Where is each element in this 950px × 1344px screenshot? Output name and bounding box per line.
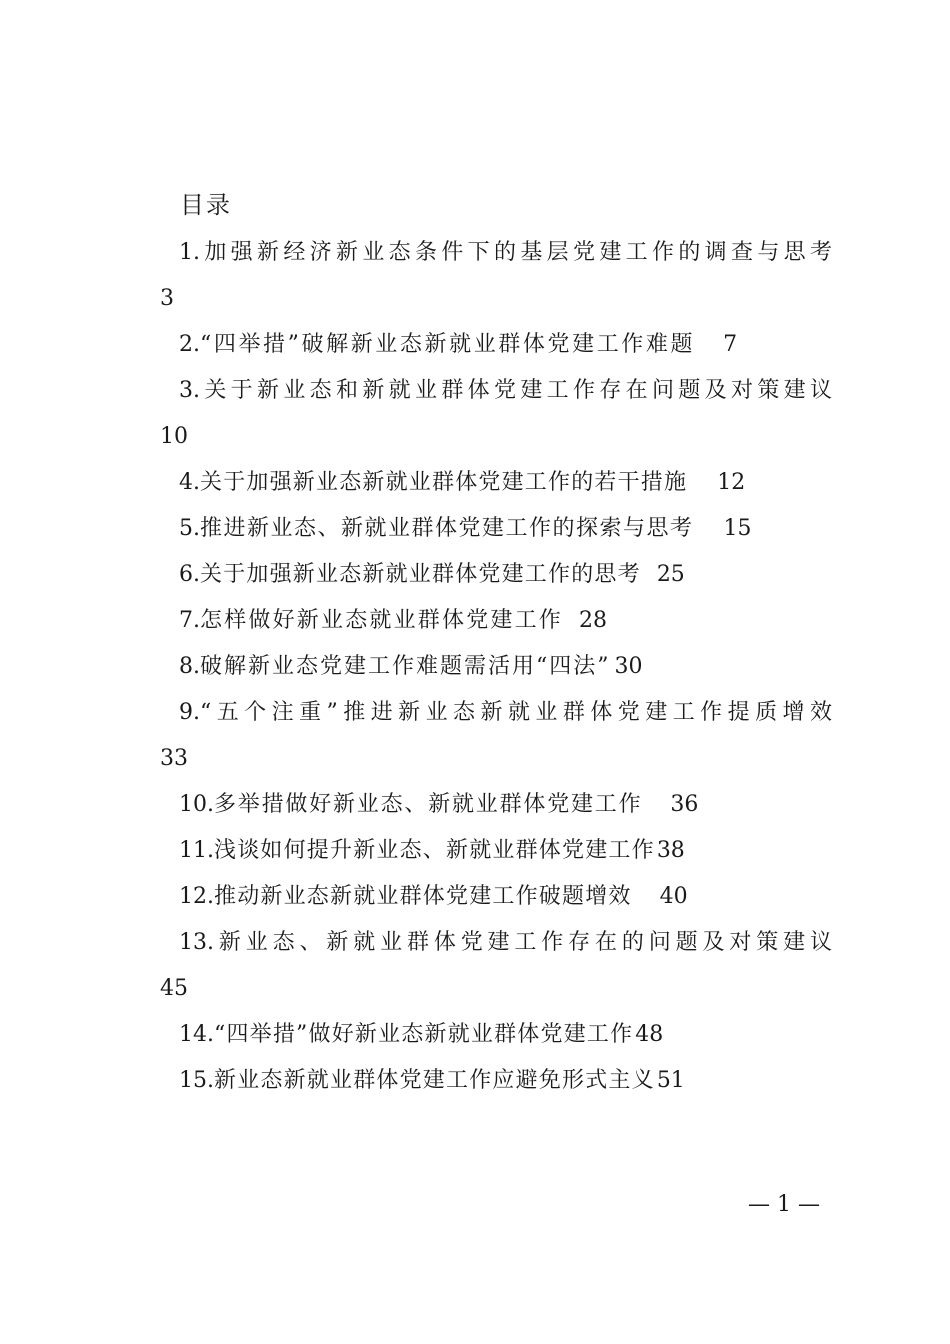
toc-entry-title: “五个注重”推进新业态新就业群体党建工作提质增效 bbox=[200, 700, 832, 725]
toc-entry-number: 14. bbox=[179, 1022, 214, 1047]
toc-entry-number: 3. bbox=[179, 378, 200, 403]
toc-entry-page: 25 bbox=[656, 562, 685, 587]
toc-entry-number: 4. bbox=[179, 470, 200, 495]
toc-entry-page: 7 bbox=[723, 332, 738, 357]
toc-entry-page: 40 bbox=[659, 884, 688, 909]
toc-entry-page: 30 bbox=[614, 654, 643, 679]
toc-entry-number: 6. bbox=[179, 562, 200, 587]
toc-entry-11[interactable] bbox=[160, 831, 832, 877]
toc-entry-title: 关于加强新业态新就业群体党建工作的思考 bbox=[200, 562, 641, 587]
toc-entry-4[interactable] bbox=[160, 463, 832, 509]
toc-entry-page: 12 bbox=[717, 470, 746, 495]
table-of-contents bbox=[160, 233, 832, 1107]
toc-entry-1[interactable] bbox=[160, 233, 832, 325]
toc-entry-page: 36 bbox=[670, 792, 699, 817]
toc-entry-title: 新业态新就业群体党建工作应避免形式主义 bbox=[214, 1068, 655, 1093]
toc-entry-page-line bbox=[160, 279, 832, 325]
toc-entry-title: 浅谈如何提升新业态、新就业群体党建工作 bbox=[214, 838, 655, 863]
toc-entry-2[interactable] bbox=[160, 325, 832, 371]
toc-entry-page: 28 bbox=[579, 608, 608, 633]
toc-entry-title: 关于新业态和新就业群体党建工作存在问题及对策建议 bbox=[200, 378, 832, 403]
toc-entry-page: 15 bbox=[723, 516, 752, 541]
toc-entry-number: 2. bbox=[179, 332, 200, 357]
toc-entry-5[interactable] bbox=[160, 509, 832, 555]
toc-entry-9[interactable] bbox=[160, 693, 832, 785]
toc-entry-8[interactable] bbox=[160, 647, 832, 693]
toc-entry-number: 5. bbox=[179, 516, 200, 541]
toc-entry-title-line bbox=[160, 233, 832, 279]
toc-entry-title: 多举措做好新业态、新就业群体党建工作 bbox=[214, 792, 643, 817]
toc-entry-number: 8. bbox=[179, 654, 200, 679]
toc-entry-7[interactable] bbox=[160, 601, 832, 647]
toc-entry-page: 48 bbox=[635, 1022, 664, 1047]
toc-entry-title: “四举措”做好新业态新就业群体党建工作 bbox=[214, 1022, 634, 1047]
toc-title: 目录 bbox=[180, 191, 232, 219]
toc-entry-number: 7. bbox=[179, 608, 200, 633]
toc-entry-title: “四举措”破解新业态新就业群体党建工作难题 bbox=[200, 332, 696, 357]
toc-entry-number: 10. bbox=[179, 792, 214, 817]
page-number-footer: — 1 — bbox=[748, 1192, 820, 1217]
toc-entry-15[interactable] bbox=[160, 1061, 832, 1107]
toc-entry-13[interactable] bbox=[160, 923, 832, 1015]
toc-entry-title: 推动新业态新就业群体党建工作破题增效 bbox=[214, 884, 632, 909]
toc-entry-page: 3 bbox=[160, 286, 174, 311]
toc-entry-page: 33 bbox=[160, 746, 188, 771]
toc-entry-page: 38 bbox=[656, 838, 685, 863]
toc-entry-number: 1. bbox=[179, 240, 200, 265]
toc-entry-number: 11. bbox=[179, 838, 214, 863]
toc-entry-number: 9. bbox=[179, 700, 200, 725]
toc-entry-3[interactable] bbox=[160, 371, 832, 463]
toc-entry-number: 12. bbox=[179, 884, 214, 909]
toc-entry-page: 10 bbox=[160, 424, 188, 449]
toc-entry-title: 破解新业态党建工作难题需活用“四法” bbox=[200, 654, 611, 679]
toc-entry-title: 新业态、新就业群体党建工作存在的问题及对策建议 bbox=[214, 930, 832, 955]
toc-entry-title: 怎样做好新业态就业群体党建工作 bbox=[200, 608, 564, 633]
toc-entry-12[interactable] bbox=[160, 877, 832, 923]
toc-entry-title: 关于加强新业态新就业群体党建工作的若干措施 bbox=[200, 470, 688, 495]
toc-entry-14[interactable] bbox=[160, 1015, 832, 1061]
toc-entry-title: 加强新经济新业态条件下的基层党建工作的调查与思考 bbox=[200, 240, 832, 265]
toc-entry-title: 推进新业态、新就业群体党建工作的探索与思考 bbox=[200, 516, 694, 541]
toc-entry-10[interactable] bbox=[160, 785, 832, 831]
toc-entry-number: 15. bbox=[179, 1068, 214, 1093]
toc-entry-number: 13. bbox=[179, 930, 214, 955]
toc-entry-page: 51 bbox=[656, 1068, 685, 1093]
toc-entry-6[interactable] bbox=[160, 555, 832, 601]
toc-entry-page: 45 bbox=[160, 976, 188, 1001]
